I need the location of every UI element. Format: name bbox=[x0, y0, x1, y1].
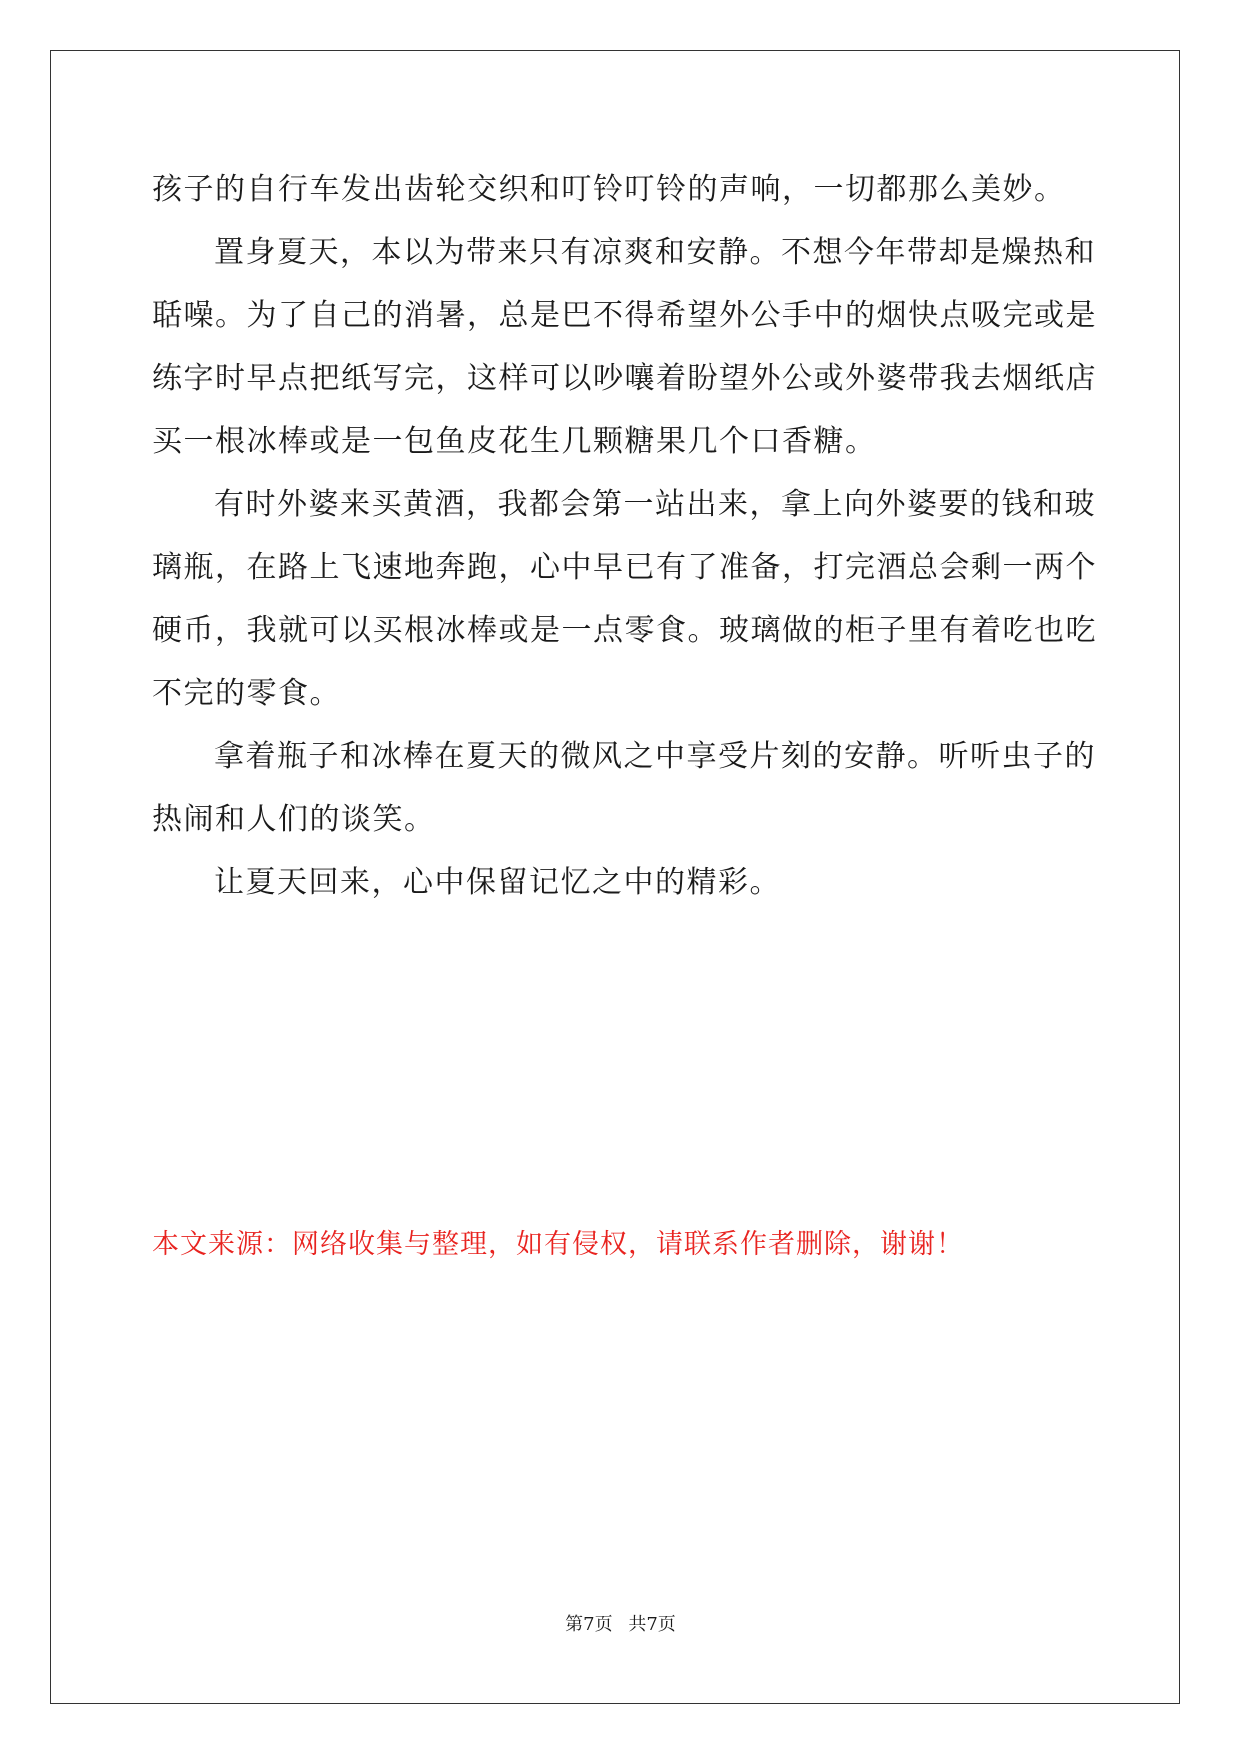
text-line-10: 拿着瓶子和冰棒在夏天的微风之中享受片刻的安静。听听虫子的 bbox=[214, 739, 1096, 774]
text-line-5: 买一根冰棒或是一包鱼皮花生几颗糖果几个口香糖。 bbox=[152, 424, 877, 459]
text-line-12: 让夏天回来，心中保留记忆之中的精彩。 bbox=[214, 865, 781, 900]
text-line-6: 有时外婆来买黄酒，我都会第一站出来，拿上向外婆要的钱和玻 bbox=[214, 487, 1096, 522]
text-line-7: 璃瓶，在路上飞速地奔跑，心中早已有了准备，打完酒总会剩一两个 bbox=[152, 550, 1097, 585]
text-line-11: 热闹和人们的谈笑。 bbox=[152, 802, 436, 837]
text-line-9: 不完的零食。 bbox=[152, 676, 341, 711]
text-line-1: 孩子的自行车发出齿轮交织和叮铃叮铃的声响，一切都那么美妙。 bbox=[152, 172, 1066, 207]
text-line-3: 聒噪。为了自己的消暑，总是巴不得希望外公手中的烟快点吸完或是 bbox=[152, 298, 1097, 333]
text-line-4: 练字时早点把纸写完，这样可以吵嚷着盼望外公或外婆带我去烟纸店 bbox=[152, 361, 1097, 396]
document-body bbox=[152, 158, 1097, 914]
source-note: 本文来源：网络收集与整理，如有侵权，请联系作者删除，谢谢！ bbox=[152, 1229, 964, 1260]
page-footer bbox=[0, 1613, 1241, 1637]
text-line-8: 硬币，我就可以买根冰棒或是一点零食。玻璃做的柜子里有着吃也吃 bbox=[152, 613, 1097, 648]
page-number-current: 第7页 bbox=[565, 1614, 613, 1635]
text-line-2: 置身夏天，本以为带来只有凉爽和安静。不想今年带却是燥热和 bbox=[214, 235, 1096, 270]
page-number-total: 共7页 bbox=[628, 1614, 676, 1635]
